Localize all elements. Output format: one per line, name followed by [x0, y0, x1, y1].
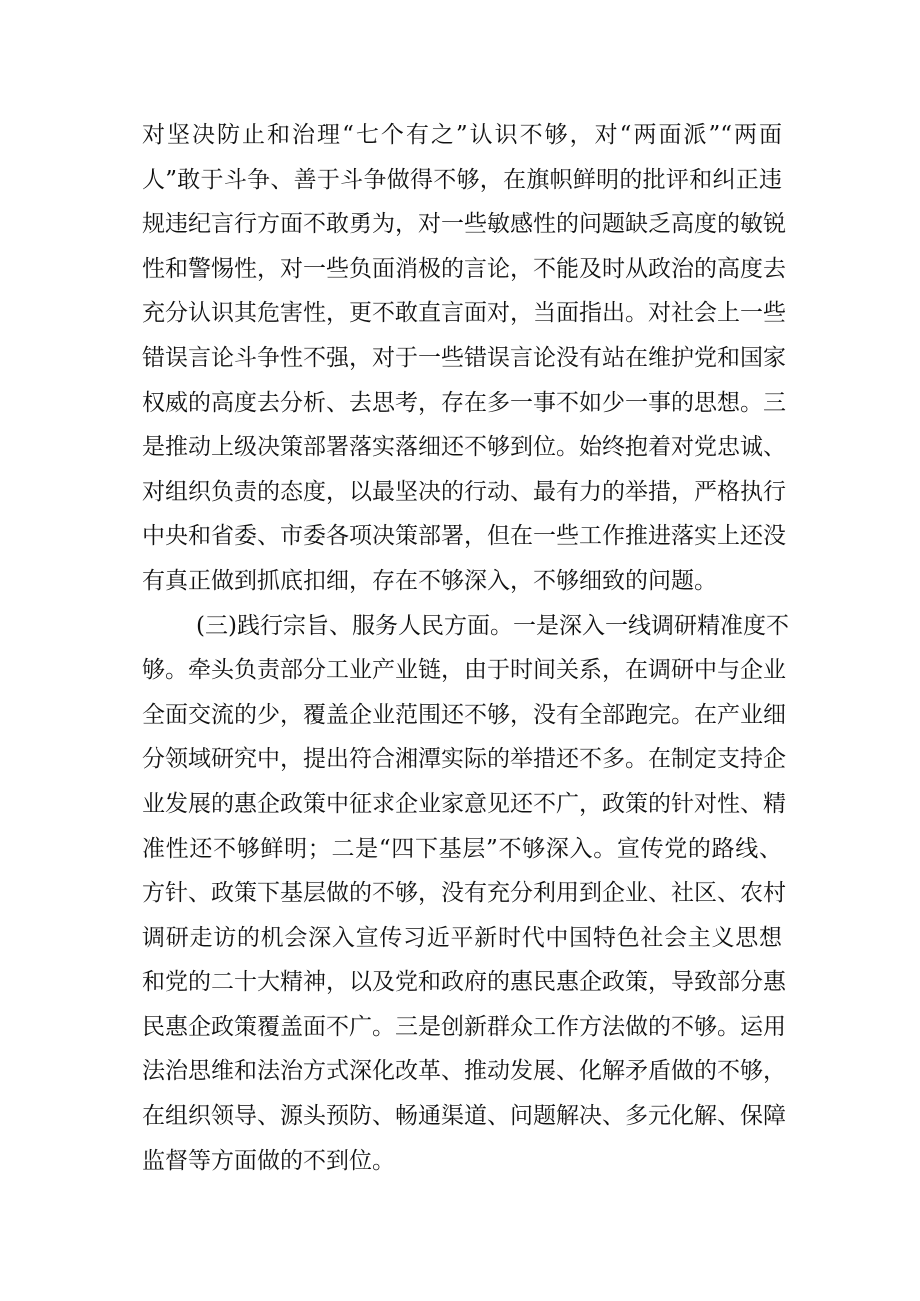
- text-line: 对坚决防止和治理“七个有之”认识不够，对“两面派”“两面: [142, 122, 782, 148]
- text-line: 错误言论斗争性不强，对于一些错误言论没有站在维护党和国家: [142, 344, 786, 371]
- text-line: 和党的二十大精神，以及党和政府的惠民惠企政策，导致部分惠: [142, 969, 786, 996]
- text-line: 中央和省委、市委各项决策部署，但在一些工作推进落实上还没: [142, 523, 786, 550]
- text-line: 够。牵头负责部分工业产业链，由于时间关系，在调研中与企业: [142, 657, 786, 684]
- text-line: 方针、政策下基层做的不够，没有充分利用到企业、社区、农村: [142, 880, 786, 907]
- text-line: 有真正做到抓底扣细，存在不够深入，不够细致的问题。: [142, 567, 717, 594]
- text-line: 是推动上级决策部署落实落细还不够到位。始终抱着对党忠诚、: [142, 434, 786, 461]
- text-line: 监督等方面做的不到位。: [142, 1147, 395, 1174]
- text-line: 准性还不够鲜明；二是“四下基层”不够深入。宣传党的路线、: [142, 835, 782, 862]
- text-line: 分领域研究中，提出符合湘潭实际的举措还不多。在制定支持企: [142, 746, 786, 773]
- text-line: 人”敢于斗争、善于斗争做得不够，在旗帜鲜明的批评和纠正违: [142, 166, 782, 193]
- text-line: 权威的高度去分析、去思考，存在多一事不如少一事的思想。三: [142, 389, 786, 416]
- text-line: 民惠企政策覆盖面不广。三是创新群众工作方法做的不够。运用: [142, 1013, 786, 1040]
- text-line: 全面交流的少，覆盖企业范围还不够，没有全部跑完。在产业细: [142, 701, 786, 728]
- text-line: 对组织负责的态度，以最坚决的行动、最有力的举措，严格执行: [142, 478, 786, 505]
- text-line: 在组织领导、源头预防、畅通渠道、问题解决、多元化解、保障: [142, 1103, 786, 1130]
- text-line: 法治思维和法治方式深化改革、推动发展、化解矛盾做的不够，: [142, 1058, 786, 1085]
- text-line: 充分认识其危害性，更不敢直言面对，当面指出。对社会上一些: [142, 300, 786, 327]
- section-heading-line: (三)践行宗旨、服务人民方面。一是深入一线调研精准度不: [196, 612, 789, 639]
- body-text: [142, 113, 789, 1183]
- text-line: 业发展的惠企政策中征求企业家意见还不广，政策的针对性、精: [142, 790, 786, 817]
- text-line: 性和警惕性，对一些负面消极的言论，不能及时从政治的高度去: [142, 255, 786, 282]
- text-line: 规违纪言行方面不敢勇为，对一些敏感性的问题缺乏高度的敏锐: [142, 211, 786, 238]
- text-line: 调研走访的机会深入宣传习近平新时代中国特色社会主义思想: [142, 924, 782, 951]
